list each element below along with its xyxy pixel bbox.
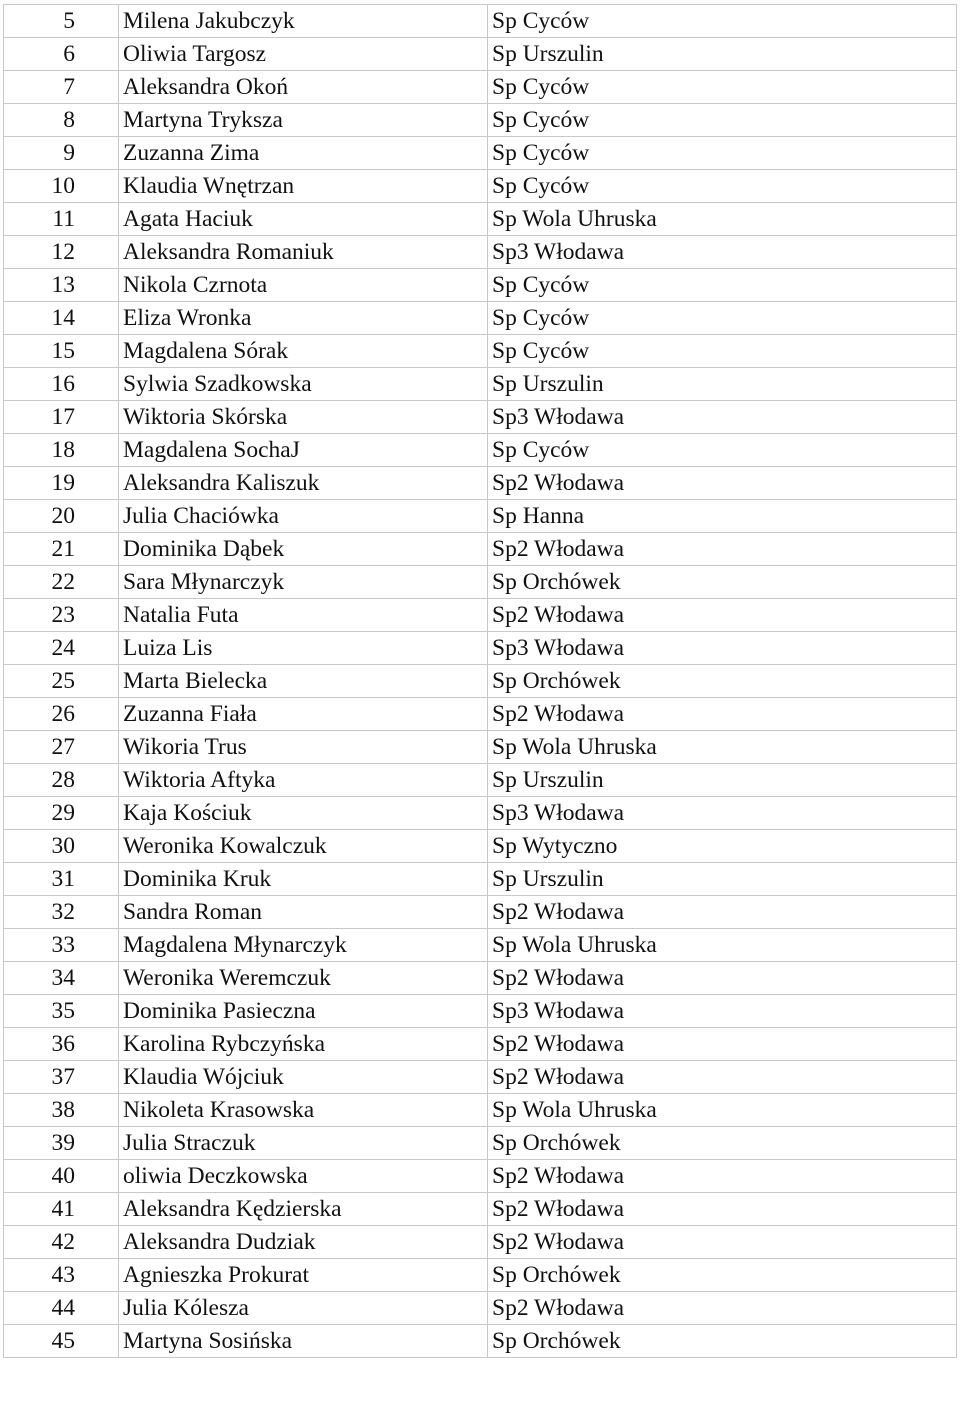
row-number-cell: 37 (4, 1061, 119, 1094)
row-number-cell: 42 (4, 1226, 119, 1259)
school-cell: Sp3 Włodawa (488, 236, 957, 269)
school-cell: Sp3 Włodawa (488, 632, 957, 665)
row-number-cell: 34 (4, 962, 119, 995)
row-number-cell: 26 (4, 698, 119, 731)
row-number-cell: 36 (4, 1028, 119, 1061)
school-cell: Sp Urszulin (488, 368, 957, 401)
school-cell: Sp2 Włodawa (488, 1160, 957, 1193)
row-number-cell: 45 (4, 1325, 119, 1358)
participant-name-cell: Dominika Kruk (119, 863, 488, 896)
school-cell: Sp2 Włodawa (488, 599, 957, 632)
participant-name-cell: Eliza Wronka (119, 302, 488, 335)
table-row (4, 896, 957, 929)
participant-name-cell: oliwia Deczkowska (119, 1160, 488, 1193)
table-row (4, 632, 957, 665)
table-row (4, 797, 957, 830)
participant-name-cell: Sandra Roman (119, 896, 488, 929)
school-cell: Sp Orchówek (488, 1325, 957, 1358)
row-number-cell: 10 (4, 170, 119, 203)
participant-name-cell: Natalia Futa (119, 599, 488, 632)
participant-name-cell: Magdalena SochaJ (119, 434, 488, 467)
table-row (4, 962, 957, 995)
row-number-cell: 39 (4, 1127, 119, 1160)
row-number-cell: 6 (4, 38, 119, 71)
participant-name-cell: Weronika Weremczuk (119, 962, 488, 995)
table-row (4, 368, 957, 401)
table-row (4, 500, 957, 533)
participant-name-cell: Sylwia Szadkowska (119, 368, 488, 401)
table-row (4, 1061, 957, 1094)
table-row (4, 929, 957, 962)
row-number-cell: 31 (4, 863, 119, 896)
school-cell: Sp Cyców (488, 302, 957, 335)
school-cell: Sp2 Włodawa (488, 1226, 957, 1259)
participant-name-cell: Wiktoria Skórska (119, 401, 488, 434)
row-number-cell: 23 (4, 599, 119, 632)
school-cell: Sp Orchówek (488, 665, 957, 698)
table-row (4, 236, 957, 269)
table-row (4, 335, 957, 368)
row-number-cell: 11 (4, 203, 119, 236)
participant-name-cell: Aleksandra Dudziak (119, 1226, 488, 1259)
table-row (4, 1193, 957, 1226)
school-cell: Sp Wytyczno (488, 830, 957, 863)
participant-name-cell: Dominika Dąbek (119, 533, 488, 566)
table-row (4, 995, 957, 1028)
row-number-cell: 12 (4, 236, 119, 269)
row-number-cell: 43 (4, 1259, 119, 1292)
school-cell: Sp Cyców (488, 170, 957, 203)
participant-name-cell: Aleksandra Romaniuk (119, 236, 488, 269)
table-row (4, 137, 957, 170)
row-number-cell: 5 (4, 5, 119, 38)
table-row (4, 830, 957, 863)
school-cell: Sp Wola Uhruska (488, 731, 957, 764)
participant-name-cell: Aleksandra Kaliszuk (119, 467, 488, 500)
row-number-cell: 15 (4, 335, 119, 368)
table-row (4, 170, 957, 203)
row-number-cell: 35 (4, 995, 119, 1028)
table-row (4, 533, 957, 566)
school-cell: Sp2 Włodawa (488, 962, 957, 995)
school-cell: Sp Cyców (488, 335, 957, 368)
row-number-cell: 41 (4, 1193, 119, 1226)
school-cell: Sp Orchówek (488, 1127, 957, 1160)
participant-name-cell: Milena Jakubczyk (119, 5, 488, 38)
school-cell: Sp Hanna (488, 500, 957, 533)
table-row (4, 1028, 957, 1061)
table-row (4, 1325, 957, 1358)
school-cell: Sp2 Włodawa (488, 1292, 957, 1325)
school-cell: Sp Wola Uhruska (488, 203, 957, 236)
participants-table (3, 4, 957, 1358)
school-cell: Sp Wola Uhruska (488, 1094, 957, 1127)
row-number-cell: 9 (4, 137, 119, 170)
school-cell: Sp3 Włodawa (488, 995, 957, 1028)
table-row (4, 698, 957, 731)
row-number-cell: 30 (4, 830, 119, 863)
school-cell: Sp2 Włodawa (488, 698, 957, 731)
participant-name-cell: Magdalena Młynarczyk (119, 929, 488, 962)
row-number-cell: 19 (4, 467, 119, 500)
table-row (4, 1094, 957, 1127)
participant-name-cell: Martyna Sosińska (119, 1325, 488, 1358)
table-row (4, 203, 957, 236)
table-row (4, 1226, 957, 1259)
table-row (4, 566, 957, 599)
school-cell: Sp Cyców (488, 104, 957, 137)
school-cell: Sp2 Włodawa (488, 467, 957, 500)
table-row (4, 1160, 957, 1193)
school-cell: Sp Orchówek (488, 1259, 957, 1292)
table-row (4, 665, 957, 698)
participant-name-cell: Marta Bielecka (119, 665, 488, 698)
participant-name-cell: Aleksandra Kędzierska (119, 1193, 488, 1226)
school-cell: Sp Urszulin (488, 38, 957, 71)
row-number-cell: 38 (4, 1094, 119, 1127)
school-cell: Sp Cyców (488, 434, 957, 467)
table-row (4, 71, 957, 104)
participant-name-cell: Luiza Lis (119, 632, 488, 665)
school-cell: Sp Cyców (488, 137, 957, 170)
participant-name-cell: Dominika Pasieczna (119, 995, 488, 1028)
table-row (4, 401, 957, 434)
table-row (4, 1127, 957, 1160)
school-cell: Sp2 Włodawa (488, 1061, 957, 1094)
table-row (4, 5, 957, 38)
participant-name-cell: Oliwia Targosz (119, 38, 488, 71)
table-row (4, 302, 957, 335)
row-number-cell: 24 (4, 632, 119, 665)
participant-name-cell: Nikoleta Krasowska (119, 1094, 488, 1127)
row-number-cell: 17 (4, 401, 119, 434)
school-cell: Sp Cyców (488, 5, 957, 38)
table-row (4, 467, 957, 500)
row-number-cell: 7 (4, 71, 119, 104)
participant-name-cell: Julia Kólesza (119, 1292, 488, 1325)
row-number-cell: 44 (4, 1292, 119, 1325)
school-cell: Sp Wola Uhruska (488, 929, 957, 962)
participant-name-cell: Nikola Czrnota (119, 269, 488, 302)
school-cell: Sp2 Włodawa (488, 896, 957, 929)
participant-name-cell: Agnieszka Prokurat (119, 1259, 488, 1292)
participant-name-cell: Julia Chaciówka (119, 500, 488, 533)
school-cell: Sp Urszulin (488, 863, 957, 896)
participant-name-cell: Martyna Tryksza (119, 104, 488, 137)
participant-name-cell: Agata Haciuk (119, 203, 488, 236)
participant-name-cell: Kaja Kościuk (119, 797, 488, 830)
participant-name-cell: Wiktoria Aftyka (119, 764, 488, 797)
participant-name-cell: Karolina Rybczyńska (119, 1028, 488, 1061)
table-row (4, 731, 957, 764)
document-page (3, 4, 956, 1358)
row-number-cell: 25 (4, 665, 119, 698)
participant-name-cell: Julia Straczuk (119, 1127, 488, 1160)
row-number-cell: 16 (4, 368, 119, 401)
row-number-cell: 14 (4, 302, 119, 335)
table-row (4, 599, 957, 632)
row-number-cell: 21 (4, 533, 119, 566)
school-cell: Sp Urszulin (488, 764, 957, 797)
row-number-cell: 18 (4, 434, 119, 467)
row-number-cell: 22 (4, 566, 119, 599)
participant-name-cell: Zuzanna Fiała (119, 698, 488, 731)
participant-name-cell: Magdalena Sórak (119, 335, 488, 368)
school-cell: Sp Cyców (488, 71, 957, 104)
row-number-cell: 27 (4, 731, 119, 764)
school-cell: Sp3 Włodawa (488, 401, 957, 434)
school-cell: Sp Orchówek (488, 566, 957, 599)
table-row (4, 1292, 957, 1325)
participant-name-cell: Zuzanna Zima (119, 137, 488, 170)
participant-name-cell: Sara Młynarczyk (119, 566, 488, 599)
participant-name-cell: Klaudia Wnętrzan (119, 170, 488, 203)
school-cell: Sp2 Włodawa (488, 1028, 957, 1061)
participant-name-cell: Weronika Kowalczuk (119, 830, 488, 863)
row-number-cell: 33 (4, 929, 119, 962)
row-number-cell: 13 (4, 269, 119, 302)
participant-name-cell: Wikoria Trus (119, 731, 488, 764)
row-number-cell: 32 (4, 896, 119, 929)
row-number-cell: 28 (4, 764, 119, 797)
table-row (4, 269, 957, 302)
row-number-cell: 40 (4, 1160, 119, 1193)
table-row (4, 764, 957, 797)
row-number-cell: 29 (4, 797, 119, 830)
school-cell: Sp Cyców (488, 269, 957, 302)
table-row (4, 1259, 957, 1292)
school-cell: Sp2 Włodawa (488, 1193, 957, 1226)
school-cell: Sp3 Włodawa (488, 797, 957, 830)
participant-name-cell: Aleksandra Okoń (119, 71, 488, 104)
row-number-cell: 20 (4, 500, 119, 533)
participant-name-cell: Klaudia Wójciuk (119, 1061, 488, 1094)
table-row (4, 38, 957, 71)
participants-table-body (4, 5, 957, 1358)
school-cell: Sp2 Włodawa (488, 533, 957, 566)
table-row (4, 863, 957, 896)
table-row (4, 434, 957, 467)
table-row (4, 104, 957, 137)
row-number-cell: 8 (4, 104, 119, 137)
